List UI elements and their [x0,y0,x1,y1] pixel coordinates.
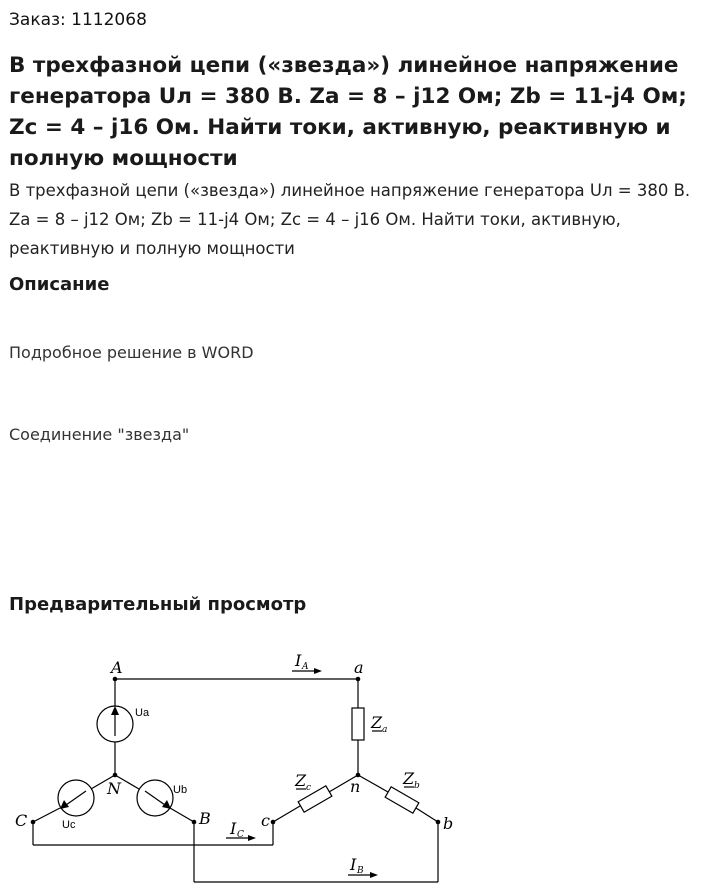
node-label-n: n [350,777,361,796]
impedance-label-zc: Z [295,771,307,790]
node-label-B: B [199,809,211,828]
wire-Zc-c [273,806,300,822]
description-paragraph-star: Соединение "звезда" [9,425,190,444]
order-number: Заказ: 1112068 [9,10,147,30]
node-label-N: N [107,779,121,798]
node-label-c: c [261,811,270,830]
source-label-uc: Uc [62,819,76,831]
current-sub-ic: C [237,830,244,840]
preview-heading: Предварительный просмотр [9,594,307,615]
wire-Ub-B [170,808,194,822]
node-label-C: C [15,811,28,830]
wire-Uc-C [33,808,60,822]
description-paragraph-word: Подробное решение в WORD [9,343,254,362]
wire-Zb-b [416,808,438,822]
node-label-b: b [443,814,454,833]
current-label-ia: I [295,651,302,670]
current-sub-ia: A [302,662,309,672]
current-label-ib: I [350,855,357,874]
impedance-sub-za: a [382,725,388,735]
task-description: В трехфазной цепи («звезда») линейное напряжение генератора Uл = 380 В. Zа = 8 – j12 Ом; Zb = 11-j4 Ом; Zc = 4 – j16 Ом. Найти токи, активную, реактивную и полную мощности [9,181,691,258]
description-heading: Описание [9,274,110,295]
node-label-A: A [111,658,123,677]
page-title: В трехфазной цепи («звезда») линейное напряжение генератора Uл = 380 В. Zа = 8 – j12 Ом; Zb = 11-j4 Ом; Zc = 4 – j16 Ом. Найти токи, активную, реактивную и полную мощности [9,53,687,171]
impedance-label-zb: Z [403,769,415,788]
impedance-sub-zc: c [306,783,312,793]
impedance-label-za: Z [371,713,383,732]
node-label-a: a [354,658,364,677]
wire-n-Zb [358,775,388,792]
source-label-ub: Ub [173,784,188,796]
source-label-ua: Ua [135,707,150,719]
impedance-za [352,708,364,740]
circuit-diagram [0,630,701,894]
current-label-ic: I [230,819,237,838]
current-sub-ib: B [357,866,364,876]
impedance-sub-zb: b [414,781,420,791]
